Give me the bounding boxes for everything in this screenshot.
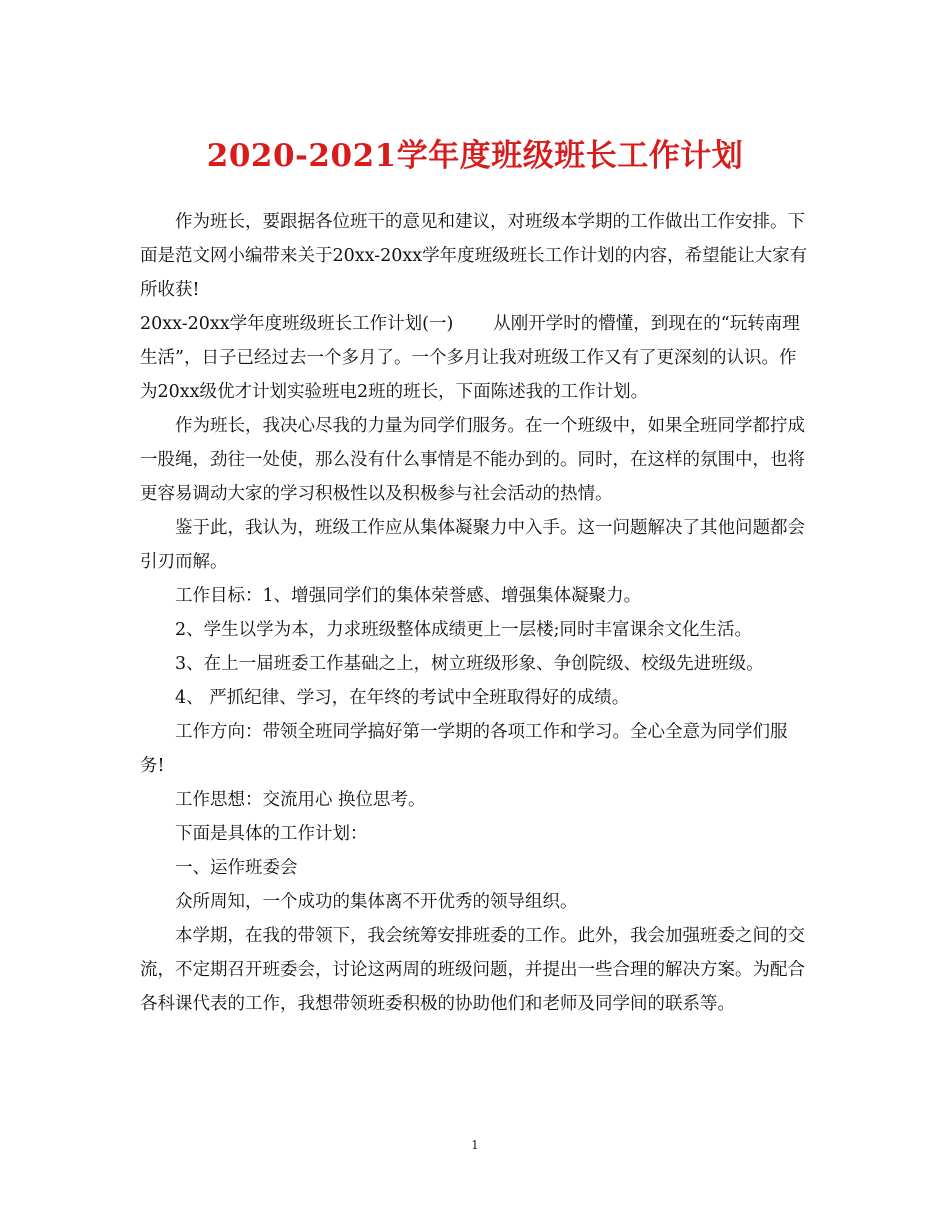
paragraph-goal-2: 2、学生以学为本，力求班级整体成绩更上一层楼;同时丰富课余文化生活。: [175, 620, 753, 640]
paragraph-leadership: 众所周知，一个成功的集体离不开优秀的领导组织。: [175, 892, 578, 912]
document-title: 2020-2021学年度班级班长工作计划: [206, 138, 744, 174]
document-body: [140, 205, 812, 1021]
paragraph-goal-4: 4、 严抓纪律、学习，在年终的考试中全班取得好的成绩。: [175, 688, 630, 708]
paragraph-cohesion: 鉴于此，我认为，班级工作应从集体凝聚力中入手。这一问题解决了其他问题都会引刃而解。: [140, 518, 805, 572]
paragraph-commitment: 作为班长，我决心尽我的力量为同学们服务。在一个班级中，如果全班同学都拧成一股绳，劲往一处使，那么没有什么事情是不能办到的。同时，在这样的氛围中，也将更容易调动大家的学习积极性以及积极参与社会活动的热情。: [140, 416, 805, 504]
paragraph-thinking: 工作思想：交流用心 换位思考。: [175, 790, 426, 810]
section-heading-committee: 一、运作班委会: [175, 858, 298, 878]
section-heading-plan-one: 20xx-20xx学年度班级班长工作计划(一): [140, 314, 454, 334]
paragraph-semester-plan: 本学期，在我的带领下，我会统筹安排班委的工作。此外，我会加强班委之间的交流，不定期召开班委会，讨论这两周的班级问题，并提出一些合理的解决方案。为配合各科课代表的工作，我想带领班委积极的协助他们和老师及同学间的联系等。: [140, 926, 805, 1014]
paragraph-intro: 作为班长，要跟据各位班干的意见和建议，对班级本学期的工作做出工作安排。下面是范文网小编带来关于20xx-20xx学年度班级班长工作计划的内容，希望能让大家有所收获!: [140, 212, 808, 300]
paragraph-plan-one: [140, 307, 812, 409]
paragraph-plan-intro: 下面是具体的工作计划：: [175, 824, 368, 844]
page-number: 1: [471, 1138, 479, 1152]
paragraph-goal-3: 3、在上一届班委工作基础之上，树立班级形象、争创院级、校级先进班级。: [175, 654, 764, 674]
paragraph-plan-one-body: 从刚开学时的懵懂，到现在的“玩转南理生活”，日子已经过去一个多月了。一个多月让我对班级工作又有了更深刻的认识。作为20xx级优才计划实验班电2班的班长，下面陈述我的工作计划。: [140, 314, 800, 402]
paragraph-direction: 工作方向：带领全班同学搞好第一学期的各项工作和学习。全心全意为同学们服务!: [140, 722, 788, 776]
paragraph-goal-1: 工作目标：1、增强同学们的集体荣誉感、增强集体凝聚力。: [175, 586, 642, 606]
